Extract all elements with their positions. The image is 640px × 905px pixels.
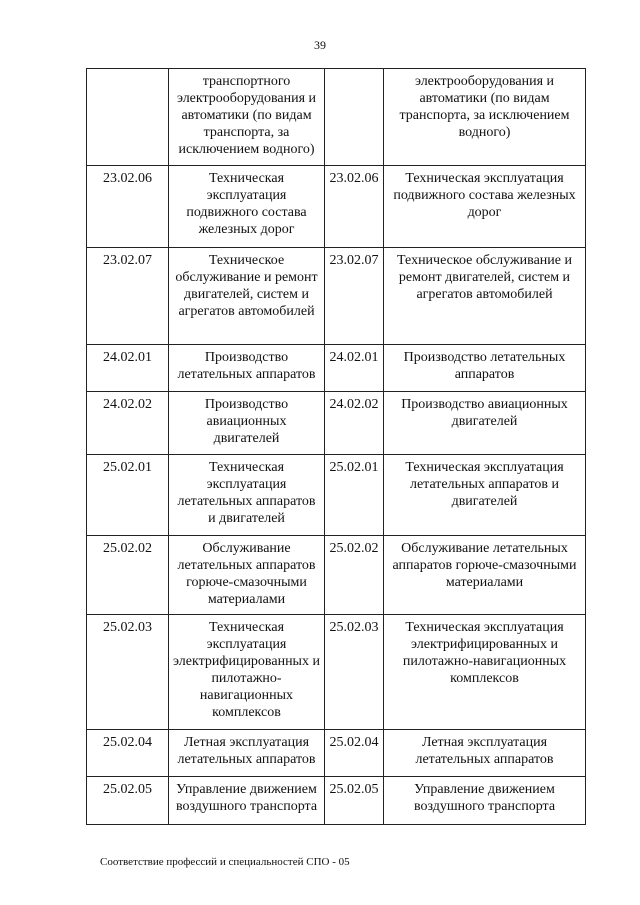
- name-old-cell: транспортного электрооборудования и автоматики (по видам транспорта, за исключением водного): [169, 69, 325, 166]
- name-new-cell: Техническая эксплуатация подвижного состава железных дорог: [384, 166, 586, 248]
- code-old-cell: 25.02.02: [87, 536, 169, 615]
- table-row: [87, 166, 586, 248]
- name-new-cell: Производство авиационных двигателей: [384, 392, 586, 455]
- table-row: [87, 345, 586, 392]
- table-row: [87, 730, 586, 777]
- name-new-cell: Техническое обслуживание и ремонт двигателей, систем и агрегатов автомобилей: [384, 248, 586, 345]
- name-new-cell: Техническая эксплуатация электрифицированных и пилотажно-навигационных комплексов: [384, 615, 586, 730]
- code-new-cell: 25.02.05: [325, 777, 384, 825]
- table-row: [87, 536, 586, 615]
- code-old-cell: 25.02.03: [87, 615, 169, 730]
- name-new-cell: Обслуживание летательных аппаратов горюче-смазочными материалами: [384, 536, 586, 615]
- code-old-cell: [87, 69, 169, 166]
- name-new-cell: Производство летательных аппаратов: [384, 345, 586, 392]
- name-new-cell: Летная эксплуатация летательных аппаратов: [384, 730, 586, 777]
- code-new-cell: 25.02.02: [325, 536, 384, 615]
- footer-caption: Соответствие профессий и специальностей СПО - 05: [100, 856, 350, 868]
- name-new-cell: Техническая эксплуатация летательных аппаратов и двигателей: [384, 455, 586, 536]
- page-number: 39: [314, 38, 326, 52]
- code-new-cell: 25.02.03: [325, 615, 384, 730]
- code-old-cell: 24.02.01: [87, 345, 169, 392]
- code-new-cell: 23.02.07: [325, 248, 384, 345]
- table-row: [87, 248, 586, 345]
- table-row: [87, 777, 586, 825]
- name-new-cell: Управление движением воздушного транспорта: [384, 777, 586, 825]
- name-old-cell: Летная эксплуатация летательных аппаратов: [169, 730, 325, 777]
- code-new-cell: [325, 69, 384, 166]
- name-old-cell: Производство авиационных двигателей: [169, 392, 325, 455]
- table-row: [87, 69, 586, 166]
- code-new-cell: 24.02.01: [325, 345, 384, 392]
- name-old-cell: Производство летательных аппаратов: [169, 345, 325, 392]
- name-old-cell: Техническая эксплуатация летательных аппаратов и двигателей: [169, 455, 325, 536]
- code-new-cell: 23.02.06: [325, 166, 384, 248]
- name-old-cell: Управление движением воздушного транспорта: [169, 777, 325, 825]
- table-row: [87, 455, 586, 536]
- correspondence-table: [86, 68, 586, 825]
- table-row: [87, 615, 586, 730]
- code-old-cell: 23.02.06: [87, 166, 169, 248]
- code-new-cell: 24.02.02: [325, 392, 384, 455]
- name-old-cell: Техническая эксплуатация подвижного состава железных дорог: [169, 166, 325, 248]
- code-old-cell: 25.02.05: [87, 777, 169, 825]
- name-old-cell: Обслуживание летательных аппаратов горюче-смазочными материалами: [169, 536, 325, 615]
- code-new-cell: 25.02.01: [325, 455, 384, 536]
- name-new-cell: электрооборудования и автоматики (по видам транспорта, за исключением водного): [384, 69, 586, 166]
- table-row: [87, 392, 586, 455]
- code-old-cell: 25.02.04: [87, 730, 169, 777]
- code-old-cell: 25.02.01: [87, 455, 169, 536]
- name-old-cell: Техническое обслуживание и ремонт двигателей, систем и агрегатов автомобилей: [169, 248, 325, 345]
- code-new-cell: 25.02.04: [325, 730, 384, 777]
- name-old-cell: Техническая эксплуатация электрифицированных и пилотажно-навигационных комплексов: [169, 615, 325, 730]
- code-old-cell: 23.02.07: [87, 248, 169, 345]
- code-old-cell: 24.02.02: [87, 392, 169, 455]
